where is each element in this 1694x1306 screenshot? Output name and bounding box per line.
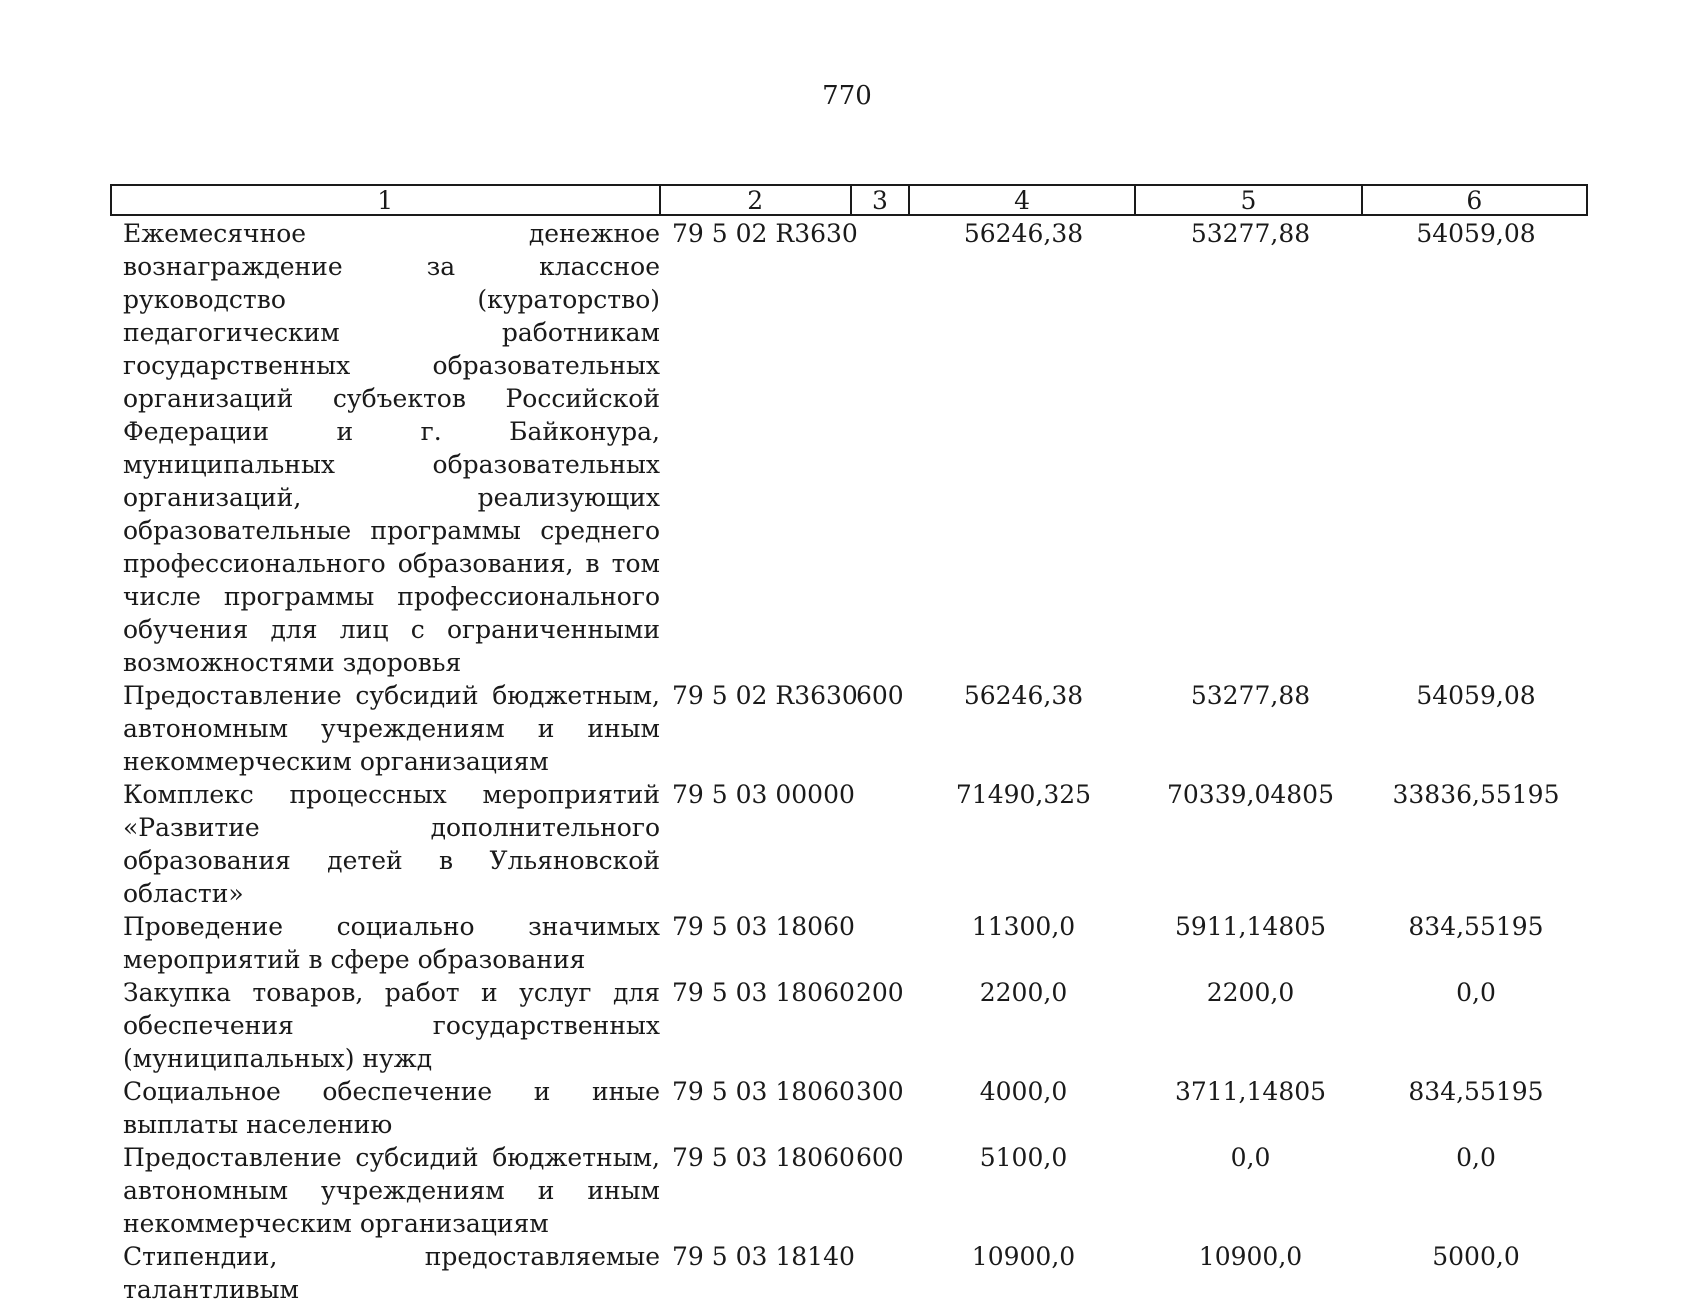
- table-row: [110, 1141, 1588, 1240]
- row-value-6: 0,0: [1456, 1143, 1496, 1172]
- page-number: 770: [822, 81, 872, 111]
- row-value-6: 0,0: [1456, 978, 1496, 1007]
- row-description: Социальное обеспечение и иные выплаты населению: [123, 1077, 660, 1139]
- row-code: 79 5 03 18060: [672, 978, 855, 1007]
- table-row: [110, 1075, 1588, 1141]
- header-col-3: 3: [852, 186, 910, 214]
- row-value-4: 56246,38: [963, 681, 1084, 710]
- header-col-2: 2: [661, 186, 852, 214]
- row-description: Стипендии, предоставляемые талантливым: [123, 1242, 660, 1304]
- row-code: 79 5 03 18060: [672, 1077, 855, 1106]
- row-code: 79 5 03 00000: [672, 780, 855, 809]
- row-code: 79 5 03 18140: [672, 1242, 855, 1271]
- table-row: [110, 679, 1588, 778]
- header-col-1: 1: [112, 186, 661, 214]
- row-type: 600: [856, 681, 904, 710]
- row-type: 200: [856, 978, 904, 1007]
- row-code: 79 5 03 18060: [672, 912, 855, 941]
- row-type: 300: [856, 1077, 904, 1106]
- row-value-6: 54059,08: [1416, 219, 1536, 248]
- row-value-6: 5000,0: [1432, 1242, 1520, 1271]
- row-value-6: 834,55195: [1408, 912, 1544, 941]
- row-description: Проведение социально значимых мероприятий в сфере образования: [123, 912, 660, 974]
- row-value-4: 2200,0: [979, 978, 1068, 1007]
- row-value-4: 71490,325: [955, 780, 1092, 809]
- table-row: [110, 910, 1588, 976]
- row-value-5: 3711,14805: [1174, 1077, 1327, 1106]
- row-value-6: 54059,08: [1416, 681, 1536, 710]
- row-description: Предоставление субсидий бюджетным, автономным учреждениям и иным некоммерческим организациям: [123, 1143, 660, 1238]
- row-value-6: 834,55195: [1408, 1077, 1544, 1106]
- row-value-4: 5100,0: [979, 1143, 1068, 1172]
- row-description: Предоставление субсидий бюджетным, автономным учреждениям и иным некоммерческим организациям: [123, 681, 660, 776]
- row-value-4: 11300,0: [971, 912, 1076, 941]
- row-type: 600: [856, 1143, 904, 1172]
- row-value-4: 56246,38: [963, 219, 1084, 248]
- header-col-6: 6: [1466, 186, 1483, 215]
- row-value-4: 10900,0: [971, 1242, 1076, 1271]
- table-row: [110, 217, 1588, 679]
- row-value-5: 10900,0: [1198, 1242, 1303, 1271]
- table-header: [110, 184, 1588, 216]
- row-value-4: 4000,0: [979, 1077, 1068, 1106]
- row-code: 79 5 03 18060: [672, 1143, 855, 1172]
- row-code: 79 5 02 R3630: [672, 681, 858, 710]
- row-code: 79 5 02 R3630: [672, 219, 858, 248]
- row-description: Закупка товаров, работ и услуг для обеспечения государственных (муниципальных) нужд: [123, 978, 660, 1073]
- row-type: [852, 1240, 910, 1306]
- header-col-5: 5: [1136, 186, 1362, 214]
- table-row: [110, 976, 1588, 1075]
- header-col-4: 4: [910, 186, 1136, 214]
- row-value-5: 0,0: [1230, 1143, 1271, 1172]
- row-type: [852, 217, 910, 679]
- row-type: [852, 910, 910, 976]
- row-value-5: 53277,88: [1190, 681, 1311, 710]
- row-value-5: 70339,04805: [1166, 780, 1334, 809]
- row-value-5: 5911,14805: [1174, 912, 1327, 941]
- row-value-6: 33836,55195: [1392, 780, 1560, 809]
- row-value-5: 53277,88: [1190, 219, 1311, 248]
- row-value-5: 2200,0: [1206, 978, 1295, 1007]
- table-row: [110, 778, 1588, 910]
- row-type: [852, 778, 910, 910]
- row-description: Ежемесячное денежное вознаграждение за классное руководство (кураторство) педагогическим работникам государственных образовательных организаций субъектов Российской Федерации и г. Байконура, муниципальных образовательных организаций, реализующих образовательные программы среднего профессионального образования, в том числе программы профессионального обучения для лиц с ограниченными возможностями здоровья: [123, 219, 660, 677]
- table-body: [110, 217, 1588, 1306]
- row-description: Комплекс процессных мероприятий «Развитие дополнительного образования детей в Ульяновской области»: [123, 780, 660, 908]
- table-row: [110, 1240, 1588, 1306]
